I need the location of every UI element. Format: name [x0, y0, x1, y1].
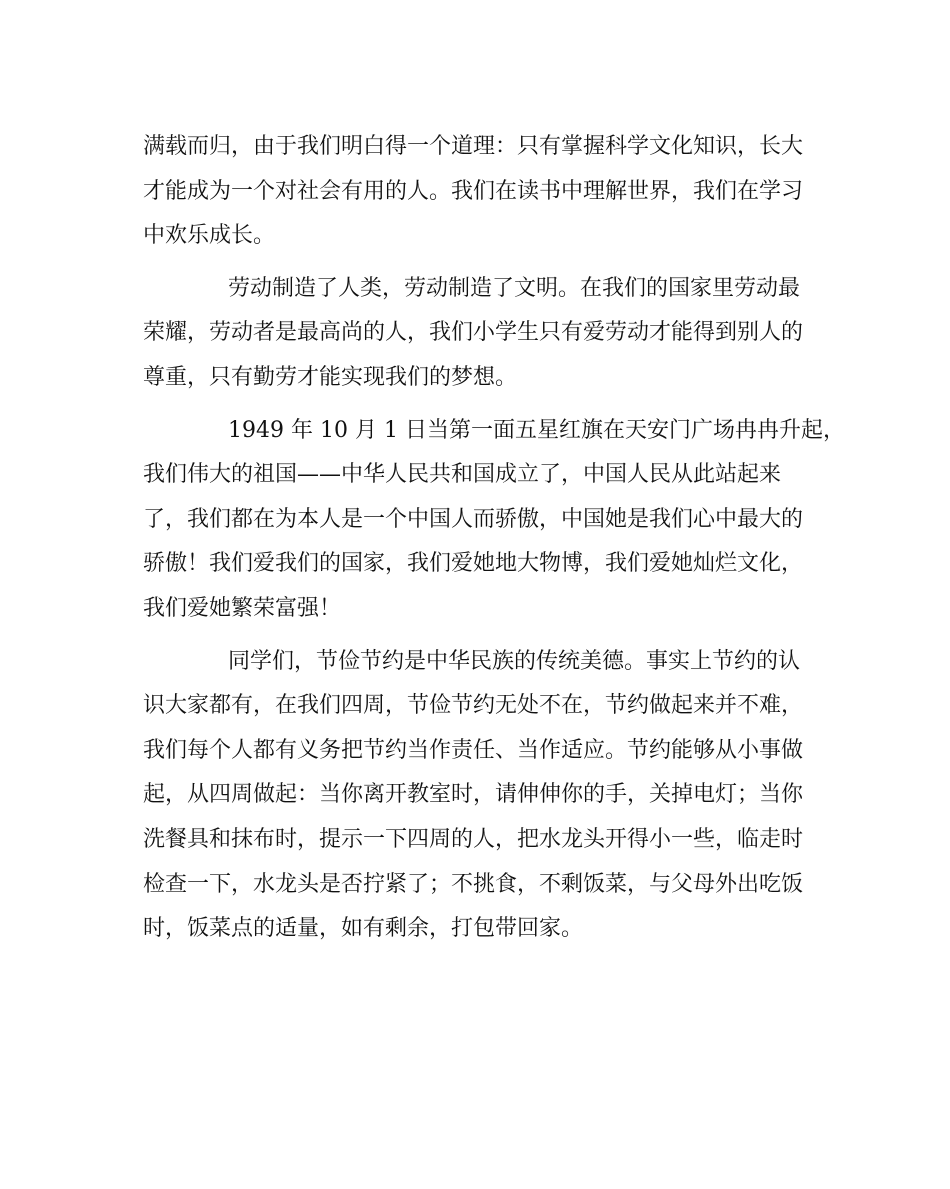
text-line: 满载而归，由于我们明白得一个道理：只有掌握科学文化知识，长大 — [143, 134, 804, 159]
document-body — [143, 125, 845, 952]
text-line: 识大家都有，在我们四周，节俭节约无处不在，节约做起来并不难， — [143, 693, 804, 719]
text-line: 检查一下，水龙头是否拧紧了；不挑食，不剩饭菜，与父母外出吃饭 — [143, 871, 804, 897]
text-line: 劳动制造了人类，劳动制造了文明。在我们的国家里劳动最 — [228, 275, 801, 301]
text-line: 我们爱她繁荣富强！ — [143, 595, 342, 621]
text-line: 才能成为一个对社会有用的人。我们在读书中理解世界，我们在学习 — [143, 178, 804, 204]
paragraph-3 — [143, 409, 845, 632]
text-line: 同学们，节俭节约是中华民族的传统美德。事实上节约的认 — [228, 648, 801, 674]
text-line: 我们伟大的祖国——中华人民共和国成立了，中国人民从此站起来 — [143, 462, 782, 488]
text-line: 我们每个人都有义务把节约当作责任、当作适应。节约能够从小事做 — [143, 737, 804, 763]
text-line: 起，从四周做起：当你离开教室时，请伸伸你的手，关掉电灯；当你 — [143, 782, 804, 808]
paragraph-1 — [143, 125, 803, 259]
text-line: 骄傲！我们爱我们的国家，我们爱她地大物博，我们爱她灿烂文化， — [143, 551, 804, 577]
paragraph-2 — [143, 267, 803, 401]
paragraph-4 — [143, 640, 803, 952]
text-line: 尊重，只有勤劳才能实现我们的梦想。 — [143, 364, 518, 390]
text-line: 荣耀，劳动者是最高尚的人，我们小学生只有爱劳动才能得到别人的 — [143, 320, 804, 346]
text-line: 中欢乐成长。 — [143, 223, 276, 249]
text-line: 1949 年 10 月 1 日当第一面五星红旗在天安门广场冉冉升起， — [228, 417, 845, 443]
text-line: 洗餐具和抹布时，提示一下四周的人，把水龙头开得小一些，临走时 — [143, 826, 804, 852]
text-line: 了，我们都在为本人是一个中国人而骄傲，中国她是我们心中最大的 — [143, 506, 804, 532]
text-line: 时，饭菜点的适量，如有剩余，打包带回家。 — [143, 916, 584, 942]
